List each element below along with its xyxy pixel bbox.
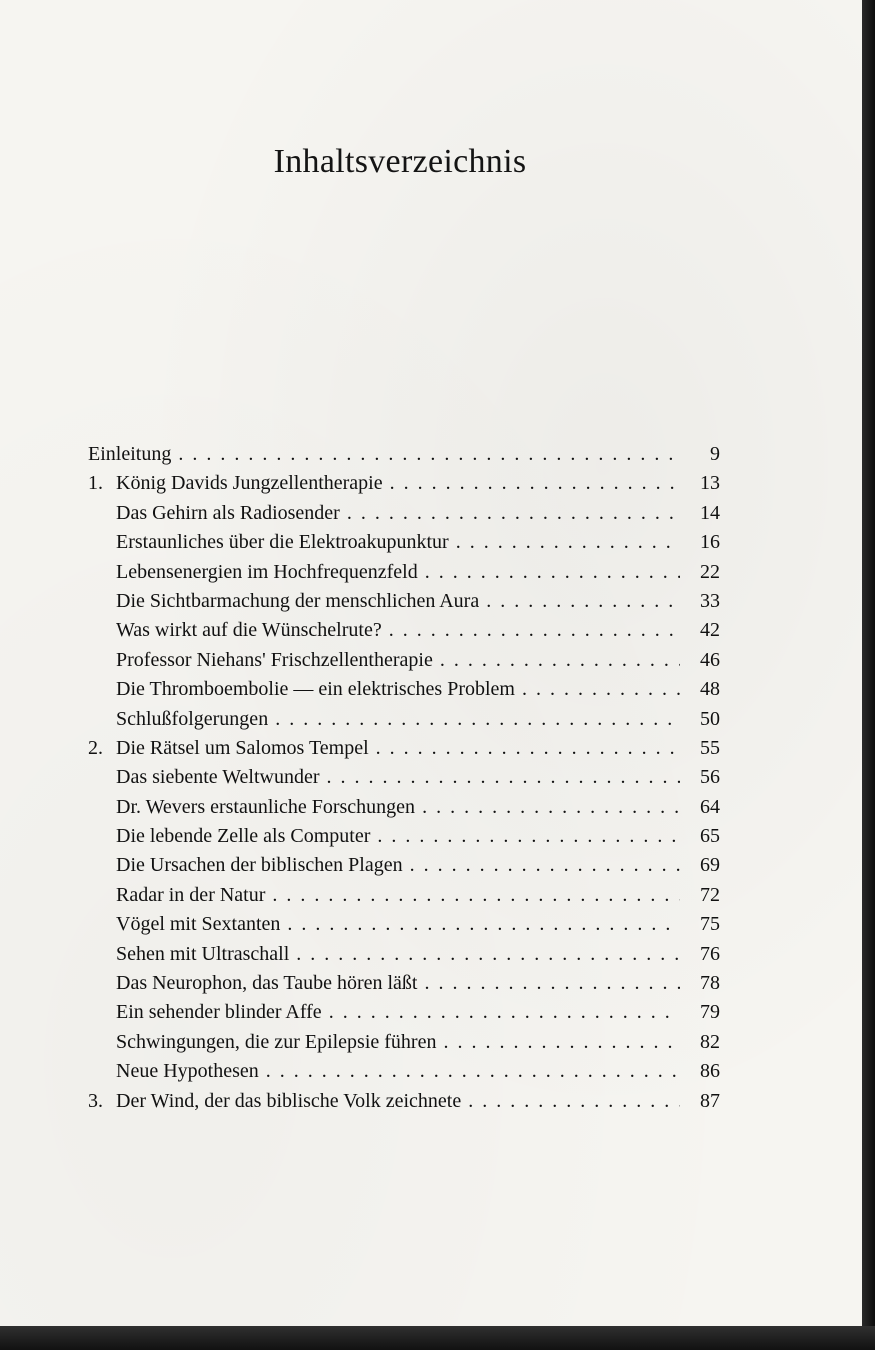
entry-title-with-leader-dots [116, 646, 680, 675]
entry-title-with-leader-dots [116, 940, 680, 969]
page-number: 56 [700, 766, 720, 789]
toc-entry [88, 822, 720, 851]
page-number: 87 [700, 1089, 720, 1112]
page-number: 65 [700, 825, 720, 848]
toc-entry [88, 998, 720, 1027]
entry-title-with-leader-dots [116, 705, 680, 734]
toc-entry [88, 969, 720, 998]
toc-entry [88, 881, 720, 910]
toc-entry [88, 1057, 720, 1086]
toc-entry [88, 705, 720, 734]
toc-entry [88, 528, 720, 557]
entry-title: Einleitung . . . [88, 443, 680, 465]
page-number: 86 [700, 1060, 720, 1083]
entry-title-with-leader-dots [116, 822, 680, 851]
entry-title-with-leader-dots [116, 499, 680, 528]
toc-entry [88, 1087, 720, 1116]
entry-title-with-leader-dots [116, 1028, 680, 1057]
entry-title: Die Rätsel um Salomos Tempel . . . [116, 737, 680, 759]
entry-title: Schlußfolgerungen . . . [116, 708, 680, 730]
toc-entry [88, 587, 720, 616]
page-number: 9 [710, 443, 720, 465]
page-number: 78 [700, 972, 720, 995]
toc-entry [88, 940, 720, 969]
page-number: 69 [700, 854, 720, 877]
entry-title-with-leader-dots [116, 558, 680, 587]
entry-title: Der Wind, der das biblische Volk zeichnete . . . [116, 1090, 680, 1112]
entry-title: Schwingungen, die zur Epilepsie führen . . . [116, 1031, 680, 1053]
entry-title: Neue Hypothesen . . . [116, 1060, 680, 1082]
entry-title-with-leader-dots [116, 998, 680, 1027]
entry-title: Das Neurophon, das Taube hören läßt . . . [116, 972, 680, 994]
table-of-contents [88, 440, 720, 1116]
entry-title: Ein sehender blinder Affe . . . [116, 1001, 680, 1023]
toc-entry [88, 763, 720, 792]
toc-entry [88, 440, 720, 469]
entry-title-with-leader-dots [116, 1057, 680, 1086]
entry-title-with-leader-dots [88, 440, 680, 469]
entry-title-with-leader-dots [116, 763, 680, 792]
entry-title: Die Sichtbarmachung der menschlichen Aura . . . [116, 590, 680, 612]
entry-title-with-leader-dots [116, 675, 680, 704]
page-number: 55 [700, 736, 720, 759]
page-number: 82 [700, 1030, 720, 1053]
page-number: 64 [700, 795, 720, 818]
entry-title-with-leader-dots [116, 469, 680, 498]
page-number: 75 [700, 913, 720, 936]
toc-entry [88, 1028, 720, 1057]
page-number: 16 [700, 531, 720, 554]
entry-title: Radar in der Natur . . . [116, 884, 680, 906]
scan-edge-bottom [0, 1326, 875, 1350]
entry-title: Die Ursachen der biblischen Plagen . . . [116, 854, 680, 876]
entry-title-with-leader-dots [116, 587, 680, 616]
page-number: 22 [700, 560, 720, 583]
chapter-number: 1. [88, 472, 103, 495]
entry-title: Die lebende Zelle als Computer . . . [116, 825, 680, 847]
page-number: 48 [700, 678, 720, 701]
page-number: 13 [700, 472, 720, 495]
entry-title: Vögel mit Sextanten . . . [116, 913, 680, 935]
entry-title-with-leader-dots [116, 528, 680, 557]
entry-title: Professor Niehans' Frischzellentherapie . . . [116, 649, 680, 671]
entry-title: Lebensenergien im Hochfrequenzfeld . . . [116, 561, 680, 583]
toc-entry [88, 469, 720, 498]
entry-title: Dr. Wevers erstaunliche Forschungen . . . [116, 796, 680, 818]
toc-entry [88, 616, 720, 645]
page-number: 42 [700, 619, 720, 642]
entry-title: Erstaunliches über die Elektroakupunktur . . . [116, 531, 680, 553]
entry-title-with-leader-dots [116, 881, 680, 910]
toc-entry [88, 646, 720, 675]
page-title: Inhaltsverzeichnis [273, 143, 527, 180]
entry-title-with-leader-dots [116, 851, 680, 880]
chapter-number: 3. [88, 1089, 103, 1112]
entry-title: König Davids Jungzellentherapie . . . [116, 472, 680, 494]
page-number: 14 [700, 501, 720, 524]
scan-edge-right [862, 0, 875, 1350]
page-number: 76 [700, 942, 720, 965]
chapter-number: 2. [88, 736, 103, 759]
entry-title-with-leader-dots [116, 910, 680, 939]
entry-title-with-leader-dots [116, 793, 680, 822]
page-number: 46 [700, 648, 720, 671]
toc-entry [88, 734, 720, 763]
entry-title-with-leader-dots [116, 969, 680, 998]
toc-entry [88, 910, 720, 939]
entry-title: Das Gehirn als Radiosender . . . [116, 502, 680, 524]
entry-title: Die Thromboembolie — ein elektrisches Problem . . . [116, 678, 680, 700]
entry-title-with-leader-dots [116, 1087, 680, 1116]
entry-title: Sehen mit Ultraschall . . . [116, 943, 680, 965]
page-number: 50 [700, 707, 720, 730]
toc-entry [88, 851, 720, 880]
toc-entry [88, 675, 720, 704]
toc-entry [88, 499, 720, 528]
page-number: 79 [700, 1001, 720, 1024]
entry-title: Was wirkt auf die Wünschelrute? . . . [116, 619, 680, 641]
entry-title-with-leader-dots [116, 734, 680, 763]
page-number: 72 [700, 883, 720, 906]
entry-title-with-leader-dots [116, 616, 680, 645]
toc-entry [88, 558, 720, 587]
page-number: 33 [700, 589, 720, 612]
toc-entry [88, 793, 720, 822]
entry-title: Das siebente Weltwunder . . . [116, 766, 680, 788]
